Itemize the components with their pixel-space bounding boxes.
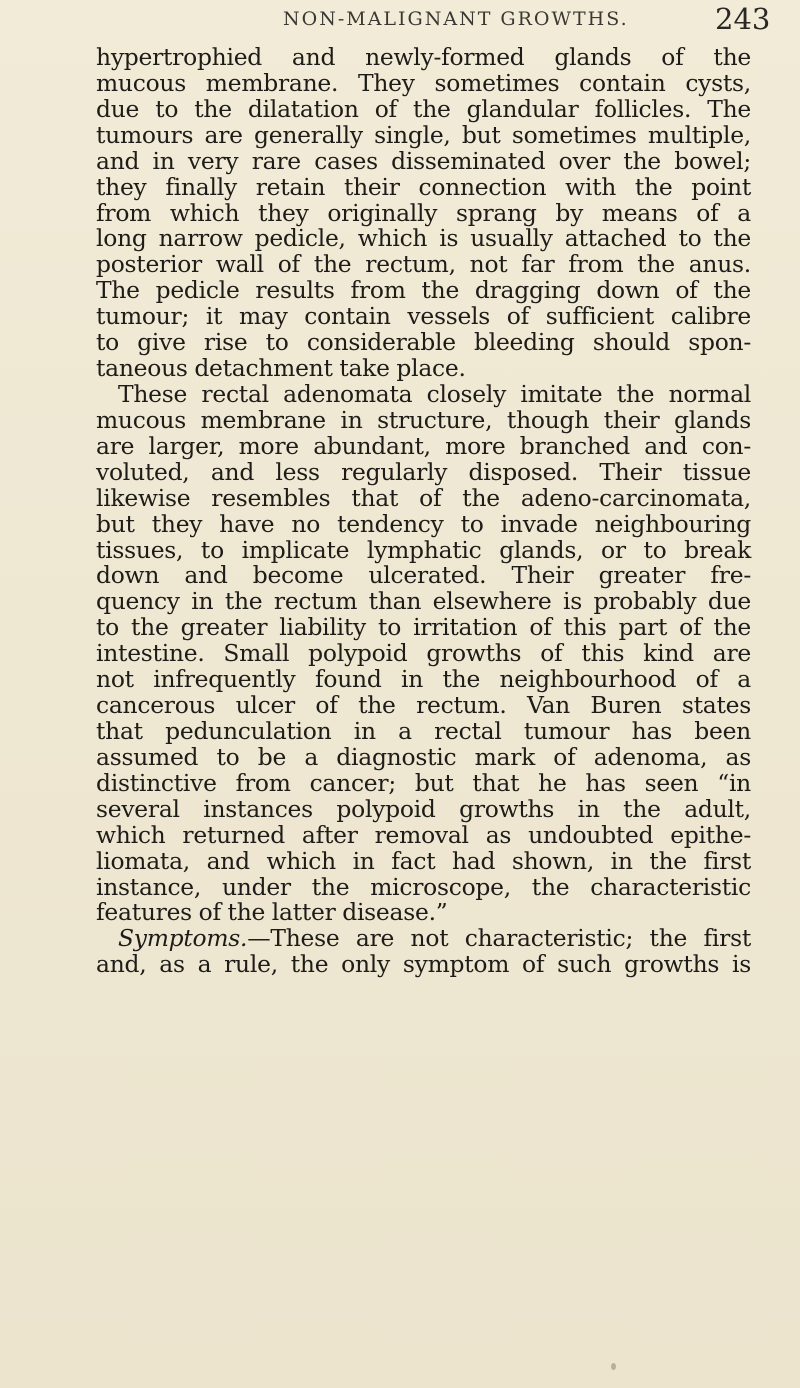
- text-line: voluted, and less regularly disposed. Their tissue: [96, 457, 751, 486]
- paragraph-3: [96, 926, 751, 978]
- text-line: distinctive from cancer; but that he has seen “in: [96, 768, 751, 797]
- text-line: These rectal adenomata closely imitate the normal: [118, 379, 751, 408]
- text-line: tissues, to implicate lymphatic glands, or to break: [96, 535, 751, 564]
- text-line: which returned after removal as undoubted epithe-: [96, 820, 751, 849]
- text-line: and, as a rule, the only symptom of such growths is: [96, 950, 751, 979]
- text-line: posterior wall of the rectum, not far from the anus.: [96, 250, 751, 279]
- text-line: instance, under the microscope, the characteristic: [96, 872, 751, 901]
- paragraph-2: [96, 379, 751, 927]
- paragraph-1: [96, 45, 751, 382]
- text-line: features of the latter disease.”: [96, 898, 448, 927]
- text-line: hypertrophied and newly-formed glands of the: [96, 43, 751, 71]
- text-line: taneous detachment take place.: [96, 354, 466, 383]
- text-line: but they have no tendency to invade neighbouring: [96, 509, 751, 538]
- symptoms-heading: Symptoms.: [118, 924, 248, 953]
- running-title: NON-MALIGNANT GROWTHS.: [283, 8, 629, 30]
- text-line: assumed to be a diagnostic mark of adenoma, as: [96, 742, 751, 771]
- ink-speck: [611, 1363, 616, 1370]
- text-line: down and become ulcerated. Their greater fre-: [96, 561, 751, 590]
- text-line: The pedicle results from the dragging down of the: [96, 276, 751, 305]
- text-line: they finally retain their connection with the point: [96, 172, 751, 201]
- text-line: mucous membrane in structure, though their glands: [96, 405, 751, 434]
- text-line: cancerous ulcer of the rectum. Van Buren states: [96, 691, 751, 720]
- text-line: intestine. Small polypoid growths of this kind are: [96, 639, 751, 668]
- text-line: not infrequently found in the neighbourhood of a: [96, 665, 751, 694]
- text-line: [96, 926, 751, 952]
- text-line: tumours are generally single, but sometimes multiple,: [96, 120, 751, 149]
- text-line: long narrow pedicle, which is usually attached to the: [96, 224, 751, 253]
- text-line: are larger, more abundant, more branched and con-: [96, 431, 751, 460]
- text-line: that pedunculation in a rectal tumour has been: [96, 716, 751, 745]
- text-line: liomata, and which in fact had shown, in the first: [96, 846, 751, 875]
- page-number: 243: [715, 2, 771, 36]
- text-run: —These are not characteristic; the first: [247, 924, 751, 953]
- text-line: tumour; it may contain vessels of sufficient calibre: [96, 302, 751, 331]
- text-line: to the greater liability to irritation of this part of the: [96, 613, 751, 642]
- text-line: from which they originally sprang by means of a: [96, 198, 751, 227]
- body-text: [96, 45, 751, 978]
- text-line: quency in the rectum than elsewhere is probably due: [96, 587, 751, 616]
- text-line: and in very rare cases disseminated over the bowel;: [96, 146, 751, 175]
- text-line: to give rise to considerable bleeding should spon-: [96, 328, 751, 357]
- text-line: mucous membrane. They sometimes contain cysts,: [96, 68, 751, 97]
- text-line: due to the dilatation of the glandular follicles. The: [96, 94, 751, 123]
- text-line: likewise resembles that of the adeno-carcinomata,: [96, 483, 751, 512]
- text-line: several instances polypoid growths in the adult,: [96, 794, 751, 823]
- running-head: [0, 2, 800, 42]
